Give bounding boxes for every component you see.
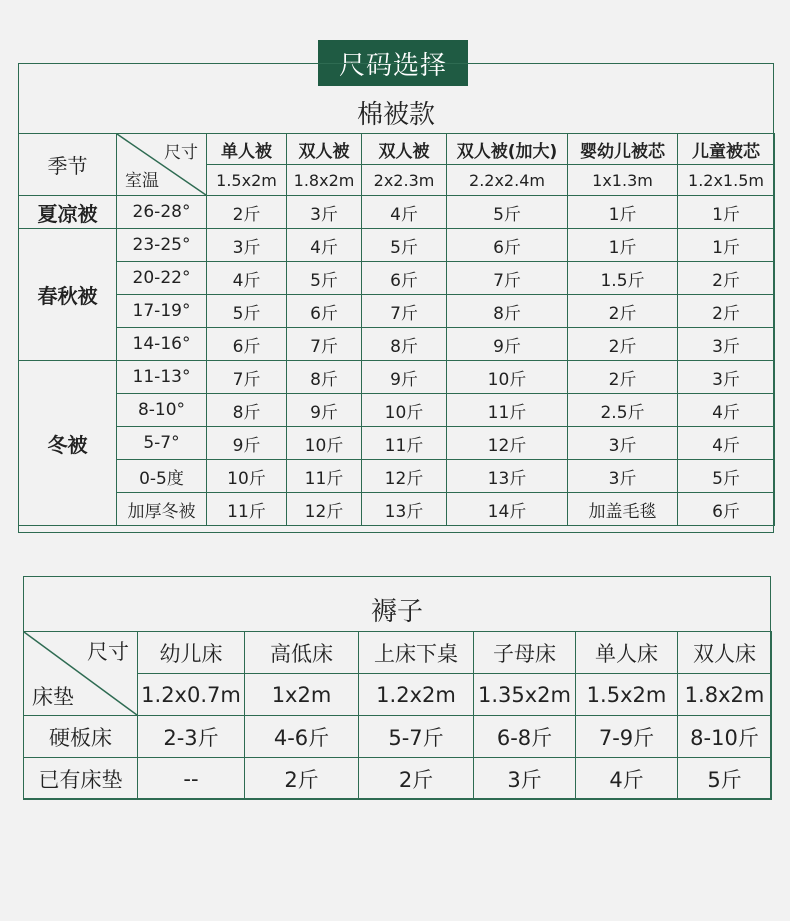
quilt-column-name: 单人被: [207, 134, 287, 165]
temperature-cell: 加厚冬被: [117, 493, 207, 526]
weight-cell: 14斤: [447, 493, 568, 526]
mattress-size-table: [23, 631, 772, 800]
weight-cell: 8斤: [447, 295, 568, 328]
weight-cell: 2-3斤: [138, 716, 245, 758]
weight-cell: 5斤: [287, 262, 362, 295]
mattress-column-name: 双人床: [678, 632, 772, 674]
corner-label-row: 室温: [125, 171, 159, 191]
table-row: [19, 229, 775, 262]
weight-cell: 8斤: [207, 394, 287, 427]
table-row: [24, 758, 772, 800]
table-row: [19, 460, 775, 493]
weight-cell: 13斤: [362, 493, 447, 526]
corner-label-size: 尺寸: [164, 143, 198, 163]
weight-cell: 4斤: [287, 229, 362, 262]
mattress-column-name: 子母床: [474, 632, 576, 674]
mattress-column-size: 1.35x2m: [474, 674, 576, 716]
quilt-column-name: 婴幼儿被芯: [568, 134, 678, 165]
weight-cell: 12斤: [447, 427, 568, 460]
weight-cell: 5斤: [678, 460, 775, 493]
temperature-cell: 26-28°: [117, 196, 207, 229]
quilt-size-table: [18, 133, 775, 526]
table-row: [19, 394, 775, 427]
table-row: [19, 196, 775, 229]
mattress-column-name: 单人床: [576, 632, 678, 674]
weight-cell: 10斤: [447, 361, 568, 394]
quilt-column-name: 双人被(加大): [447, 134, 568, 165]
weight-cell: 2斤: [678, 262, 775, 295]
season-header: 季节: [19, 134, 117, 196]
quilt-column-size: 1x1.3m: [568, 165, 678, 196]
size-selection-banner: 尺码选择: [318, 40, 468, 86]
mattress-column-size: 1.5x2m: [576, 674, 678, 716]
weight-cell: 1斤: [678, 196, 775, 229]
weight-cell: 7斤: [447, 262, 568, 295]
corner-label-size: 尺寸: [87, 640, 129, 664]
table-row: [19, 262, 775, 295]
weight-cell: 12斤: [362, 460, 447, 493]
weight-cell: 5-7斤: [359, 716, 474, 758]
weight-cell: 7-9斤: [576, 716, 678, 758]
temperature-cell: 5-7°: [117, 427, 207, 460]
weight-cell: 1斤: [568, 196, 678, 229]
weight-cell: 11斤: [447, 394, 568, 427]
weight-cell: 加盖毛毯: [568, 493, 678, 526]
quilt-column-size: 1.2x1.5m: [678, 165, 775, 196]
quilt-table-title: 棉被款: [356, 100, 435, 130]
mattress-column-size: 1x2m: [245, 674, 359, 716]
weight-cell: 2斤: [568, 328, 678, 361]
mattress-column-size: 1.2x2m: [359, 674, 474, 716]
weight-cell: 4-6斤: [245, 716, 359, 758]
quilt-column-size: 1.8x2m: [287, 165, 362, 196]
weight-cell: 10斤: [362, 394, 447, 427]
season-label: 春秋被: [19, 229, 117, 361]
weight-cell: 13斤: [447, 460, 568, 493]
quilt-column-size: 1.5x2m: [207, 165, 287, 196]
weight-cell: 1.5斤: [568, 262, 678, 295]
table-row: [19, 328, 775, 361]
weight-cell: 5斤: [678, 758, 772, 800]
quilt-column-size: 2x2.3m: [362, 165, 447, 196]
weight-cell: 3斤: [568, 427, 678, 460]
weight-cell: 5斤: [362, 229, 447, 262]
weight-cell: 2斤: [359, 758, 474, 800]
temperature-cell: 23-25°: [117, 229, 207, 262]
table-row: [19, 493, 775, 526]
weight-cell: 3斤: [287, 196, 362, 229]
quilt-column-name: 双人被: [287, 134, 362, 165]
temperature-cell: 14-16°: [117, 328, 207, 361]
mattress-column-name: 高低床: [245, 632, 359, 674]
temperature-cell: 0-5度: [117, 460, 207, 493]
weight-cell: 9斤: [447, 328, 568, 361]
mattress-column-name: 上床下桌: [359, 632, 474, 674]
weight-cell: 4斤: [576, 758, 678, 800]
quilt-column-size: 2.2x2.4m: [447, 165, 568, 196]
weight-cell: 12斤: [287, 493, 362, 526]
weight-cell: 4斤: [362, 196, 447, 229]
weight-cell: 1斤: [678, 229, 775, 262]
weight-cell: 2斤: [207, 196, 287, 229]
temperature-cell: 8-10°: [117, 394, 207, 427]
weight-cell: 11斤: [207, 493, 287, 526]
quilt-corner-header: [117, 134, 207, 196]
mattress-column-size: 1.2x0.7m: [138, 674, 245, 716]
weight-cell: 4斤: [678, 394, 775, 427]
weight-cell: 4斤: [678, 427, 775, 460]
table-row: [19, 427, 775, 460]
mattress-row-label: 已有床垫: [24, 758, 138, 800]
season-label: 冬被: [19, 361, 117, 526]
weight-cell: 2斤: [568, 295, 678, 328]
weight-cell: 2斤: [245, 758, 359, 800]
weight-cell: 2.5斤: [568, 394, 678, 427]
mattress-column-size: 1.8x2m: [678, 674, 772, 716]
quilt-column-name: 双人被: [362, 134, 447, 165]
mattress-corner-header: [24, 632, 138, 716]
weight-cell: 7斤: [362, 295, 447, 328]
weight-cell: 6斤: [287, 295, 362, 328]
weight-cell: 9斤: [207, 427, 287, 460]
weight-cell: 3斤: [474, 758, 576, 800]
mattress-row-label: 硬板床: [24, 716, 138, 758]
temperature-cell: 17-19°: [117, 295, 207, 328]
weight-cell: 6-8斤: [474, 716, 576, 758]
weight-cell: 6斤: [447, 229, 568, 262]
weight-cell: 3斤: [568, 460, 678, 493]
weight-cell: 6斤: [678, 493, 775, 526]
table-row: [24, 716, 772, 758]
weight-cell: 7斤: [207, 361, 287, 394]
table-row: [19, 295, 775, 328]
weight-cell: 6斤: [362, 262, 447, 295]
weight-cell: 8-10斤: [678, 716, 772, 758]
weight-cell: --: [138, 758, 245, 800]
weight-cell: 11斤: [362, 427, 447, 460]
weight-cell: 3斤: [678, 361, 775, 394]
temperature-cell: 20-22°: [117, 262, 207, 295]
weight-cell: 9斤: [287, 394, 362, 427]
weight-cell: 5斤: [207, 295, 287, 328]
weight-cell: 6斤: [207, 328, 287, 361]
weight-cell: 5斤: [447, 196, 568, 229]
quilt-column-name: 儿童被芯: [678, 134, 775, 165]
weight-cell: 9斤: [362, 361, 447, 394]
weight-cell: 2斤: [568, 361, 678, 394]
weight-cell: 8斤: [287, 361, 362, 394]
weight-cell: 3斤: [678, 328, 775, 361]
weight-cell: 3斤: [207, 229, 287, 262]
mattress-table-title: 褥子: [370, 597, 423, 627]
table-row: [19, 361, 775, 394]
weight-cell: 11斤: [287, 460, 362, 493]
weight-cell: 8斤: [362, 328, 447, 361]
weight-cell: 10斤: [207, 460, 287, 493]
weight-cell: 2斤: [678, 295, 775, 328]
temperature-cell: 11-13°: [117, 361, 207, 394]
season-label: 夏凉被: [19, 196, 117, 229]
mattress-column-name: 幼儿床: [138, 632, 245, 674]
weight-cell: 4斤: [207, 262, 287, 295]
corner-label-row: 床垫: [32, 685, 74, 709]
weight-cell: 7斤: [287, 328, 362, 361]
weight-cell: 10斤: [287, 427, 362, 460]
weight-cell: 1斤: [568, 229, 678, 262]
